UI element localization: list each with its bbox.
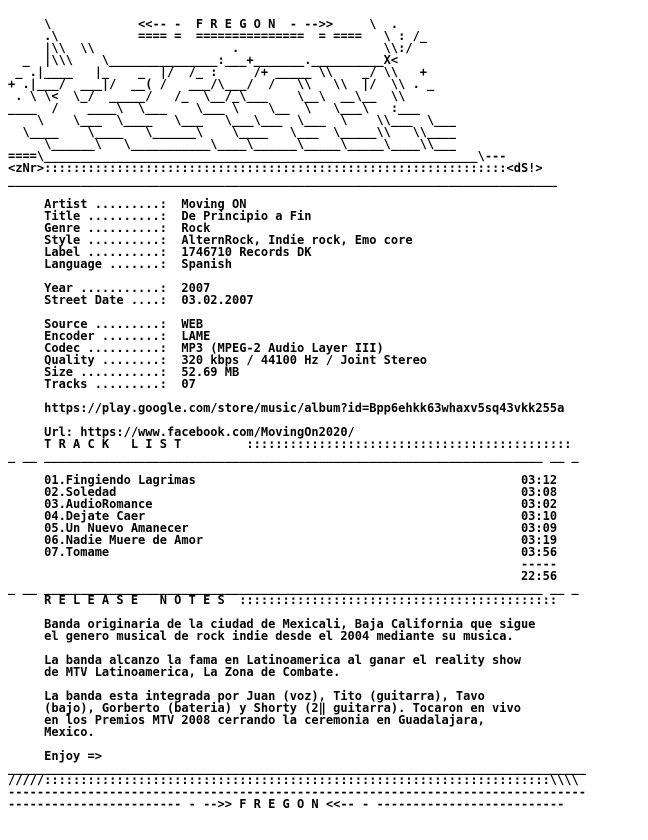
track-row: 04.Dejate Caer 03:10 [8, 509, 558, 523]
ascii-art-line: ====\____________________________________________________________\--- [8, 149, 507, 163]
footer-top-rule: ________________________________________________________________________________ [8, 761, 586, 775]
ascii-art-line: \ <<-- - F R E G O N - -->> \ . [8, 17, 399, 31]
enjoy-text: Enjoy => [8, 749, 102, 763]
release-info-group-2 [8, 282, 586, 306]
info-row: Codec ..........: MP3 (MPEG-2 Audio Layer III) [8, 341, 384, 355]
ascii-art-line: <zNr>::::::::::::::::::::::::::::::::::::::::::::::::::::::::::::::::<dS!> [8, 161, 543, 175]
info-row: Year ...........: 2007 [8, 281, 211, 295]
notes-line: (bajo), Gorberto (bateria) y Shorty (2‖ guitarra). Tocaron en vivo [8, 701, 521, 715]
notes-line: La banda alcanzo la fama en Latinoamerica al ganar el reality show [8, 653, 521, 667]
track-row: 06.Nadie Muere de Amor 03:19 [8, 533, 558, 547]
ascii-art-line: _ .|____ |_ _ |/ /_ : /+ _____ \\ _/ \\ + [8, 65, 428, 79]
track-row: 01.Fingiendo Lagrimas 03:12 [8, 473, 558, 487]
footer-brand: ------------------------ - -->> F R E G O N <<-- - -------------------------- [8, 797, 565, 811]
info-row: Artist .........: Moving ON [8, 197, 247, 211]
ascii-art-line: + .|___/ ___|/ __( / ___/\___/ / \\ \\ |/ \\ . _ [8, 77, 435, 91]
tracklist-header: T R A C K L I S T ::::::::::::::::::::::::::::::::::::::::::::: [8, 437, 572, 451]
info-row: Street Date ....: 03.02.2007 [8, 293, 254, 307]
notes-line: el genero musical de rock indie desde el 2004 mediante su musica. [8, 629, 514, 643]
store-url[interactable]: https://play.google.com/store/music/album?id=Bpp6ehkk63whaxv5sq43vkk255a [8, 401, 565, 415]
ascii-art-line: ____ / ____\ \___ \___ \ \__ \ \___\ :___ [8, 101, 420, 115]
section-rule: _ __ _____________________________________________________________________ __ _ [8, 581, 579, 595]
header-ascii-art [8, 18, 586, 186]
info-row: Label ..........: 1746710 Records DK [8, 245, 312, 259]
release-notes-header: R E L E A S E N O T E S :::::::::::::::::::::::::::::::::::::::::::: [8, 593, 558, 607]
info-row: Source .........: WEB [8, 317, 204, 331]
url-line[interactable]: Url: https://www.facebook.com/MovingOn2020/ [8, 425, 355, 439]
total-time: 22:56 [8, 569, 558, 583]
ascii-art-line: \____ \____ \______\ \____ \___ \_____\\ \\____ [8, 125, 456, 139]
release-info-group-1 [8, 198, 586, 270]
ascii-art-line: |\\ \\ . \\:/ [8, 41, 435, 55]
notes-line: en los Premios MTV 2008 cerrando la ceremonia en Guadalajara, [8, 713, 485, 727]
ascii-art-line: .\ ==== = =============== = ==== \ : /_ [8, 29, 428, 43]
total-rule: ----- [8, 557, 558, 571]
track-list [8, 474, 586, 558]
info-row: Title ..........: De Principio a Fin [8, 209, 312, 223]
info-row: Genre ..........: Rock [8, 221, 211, 235]
release-notes [8, 618, 586, 738]
release-info-group-3 [8, 318, 586, 390]
info-row: Encoder ........: LAME [8, 329, 211, 343]
info-row: Tracks .........: 07 [8, 377, 196, 391]
info-row: Language .......: Spanish [8, 257, 232, 271]
notes-line: La banda esta integrada por Juan (voz), Tito (guitarra), Tavo [8, 689, 485, 703]
ascii-art-line: \ \___ \____ \___ \___\___ \___ \ \\___ \___ [8, 113, 456, 127]
track-row: 03.AudioRomance 03:02 [8, 497, 558, 511]
section-rule: _ __ _____________________________________________________________________ __ _ [8, 449, 579, 463]
track-row: 02.Soledad 03:08 [8, 485, 558, 499]
info-row: Size ...........: 52.69 MB [8, 365, 240, 379]
ascii-art-line: \______\ \___________\____\______\_____\_____\____\\___ [8, 137, 456, 151]
footer-bottom-rule: -------------------------------------------------------------------------------- [8, 785, 586, 799]
ascii-art-line: . \ \< \_/ _____/ /_ \__/_\___ \__\ __\__ \\ [8, 89, 413, 103]
ascii-art-line: ____________________________________________________________________________ [8, 173, 558, 187]
footer-colon-bar: /////::::::::::::::::::::::::::::::::::::::::::::::::::::::::::::::::::::::\\\\ [8, 773, 579, 787]
notes-line: Mexico. [8, 725, 95, 739]
info-row: Quality ........: 320 kbps / 44100 Hz / Joint Stereo [8, 353, 428, 367]
track-row: 05.Un Nuevo Amanecer 03:09 [8, 521, 558, 535]
info-row: Style ..........: AlternRock, Indie rock, Emo core [8, 233, 413, 247]
track-row: 07.Tomame 03:56 [8, 545, 558, 559]
ascii-art-line: _ |\\\ \_______________:___+_______.__________X< [8, 53, 428, 67]
notes-line: Banda originaria de la ciudad de Mexicali, Baja California que sigue [8, 617, 536, 631]
nfo-document [8, 18, 586, 810]
notes-line: de MTV Latinoamerica, La Zona de Combate. [8, 665, 341, 679]
